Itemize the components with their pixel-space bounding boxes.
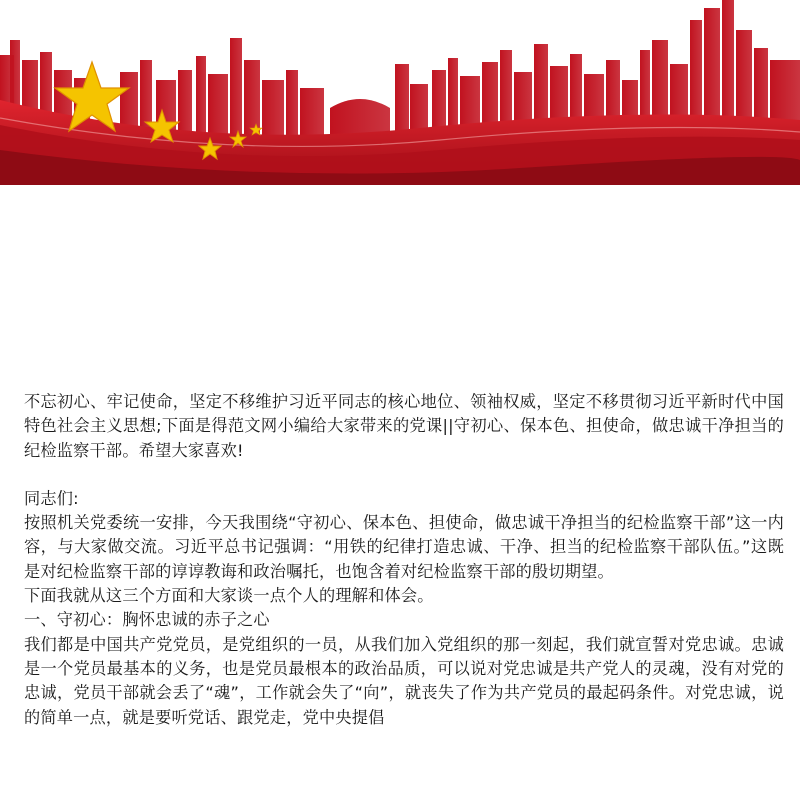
intro-paragraph: 不忘初心、牢记使命，坚定不移维护习近平同志的核心地位、领袖权威，坚定不移贯彻习近平新时代中国特色社会主义思想;下面是得范文网小编给大家带来的党课||守初心、保本色、担使命，做忠诚干净担当的纪检监察干部。希望大家喜欢! [24,392,784,460]
greeting: 同志们: [24,488,79,508]
article-body [24,390,784,730]
city-skyline-banner [0,0,800,185]
header-banner [0,0,800,185]
paragraph-3: 我们都是中国共产党党员，是党组织的一员，从我们加入党组织的那一刻起，我们就宣誓对党忠诚。忠诚是一个党员最基本的义务，也是党员最根本的政治品质，可以说对党忠诚是共产党人的灵魂，没有对党的忠诚，党员干部就会丢了“魂”，工作就会失了“向”，就丧失了作为共产党员的最起码条件。对党忠诚，说的简单一点，就是要听党话、跟党走，党中央提倡 [24,634,784,727]
section-heading-1: 一、守初心：胸怀忠诚的赤子之心 [24,610,270,630]
paragraph-2: 下面我就从这三个方面和大家谈一点个人的理解和体会。 [24,586,434,606]
paragraph-1: 按照机关党委统一安排，今天我围绕“守初心、保本色、担使命，做忠诚干净担当的纪检监察干部”这一内容，与大家做交流。习近平总书记强调：“用铁的纪律打造忠诚、干净、担当的纪检监察干部队伍。”这既是对纪检监察干部的谆谆教诲和政治嘱托，也饱含着对纪检监察干部的殷切期望。 [24,513,784,581]
